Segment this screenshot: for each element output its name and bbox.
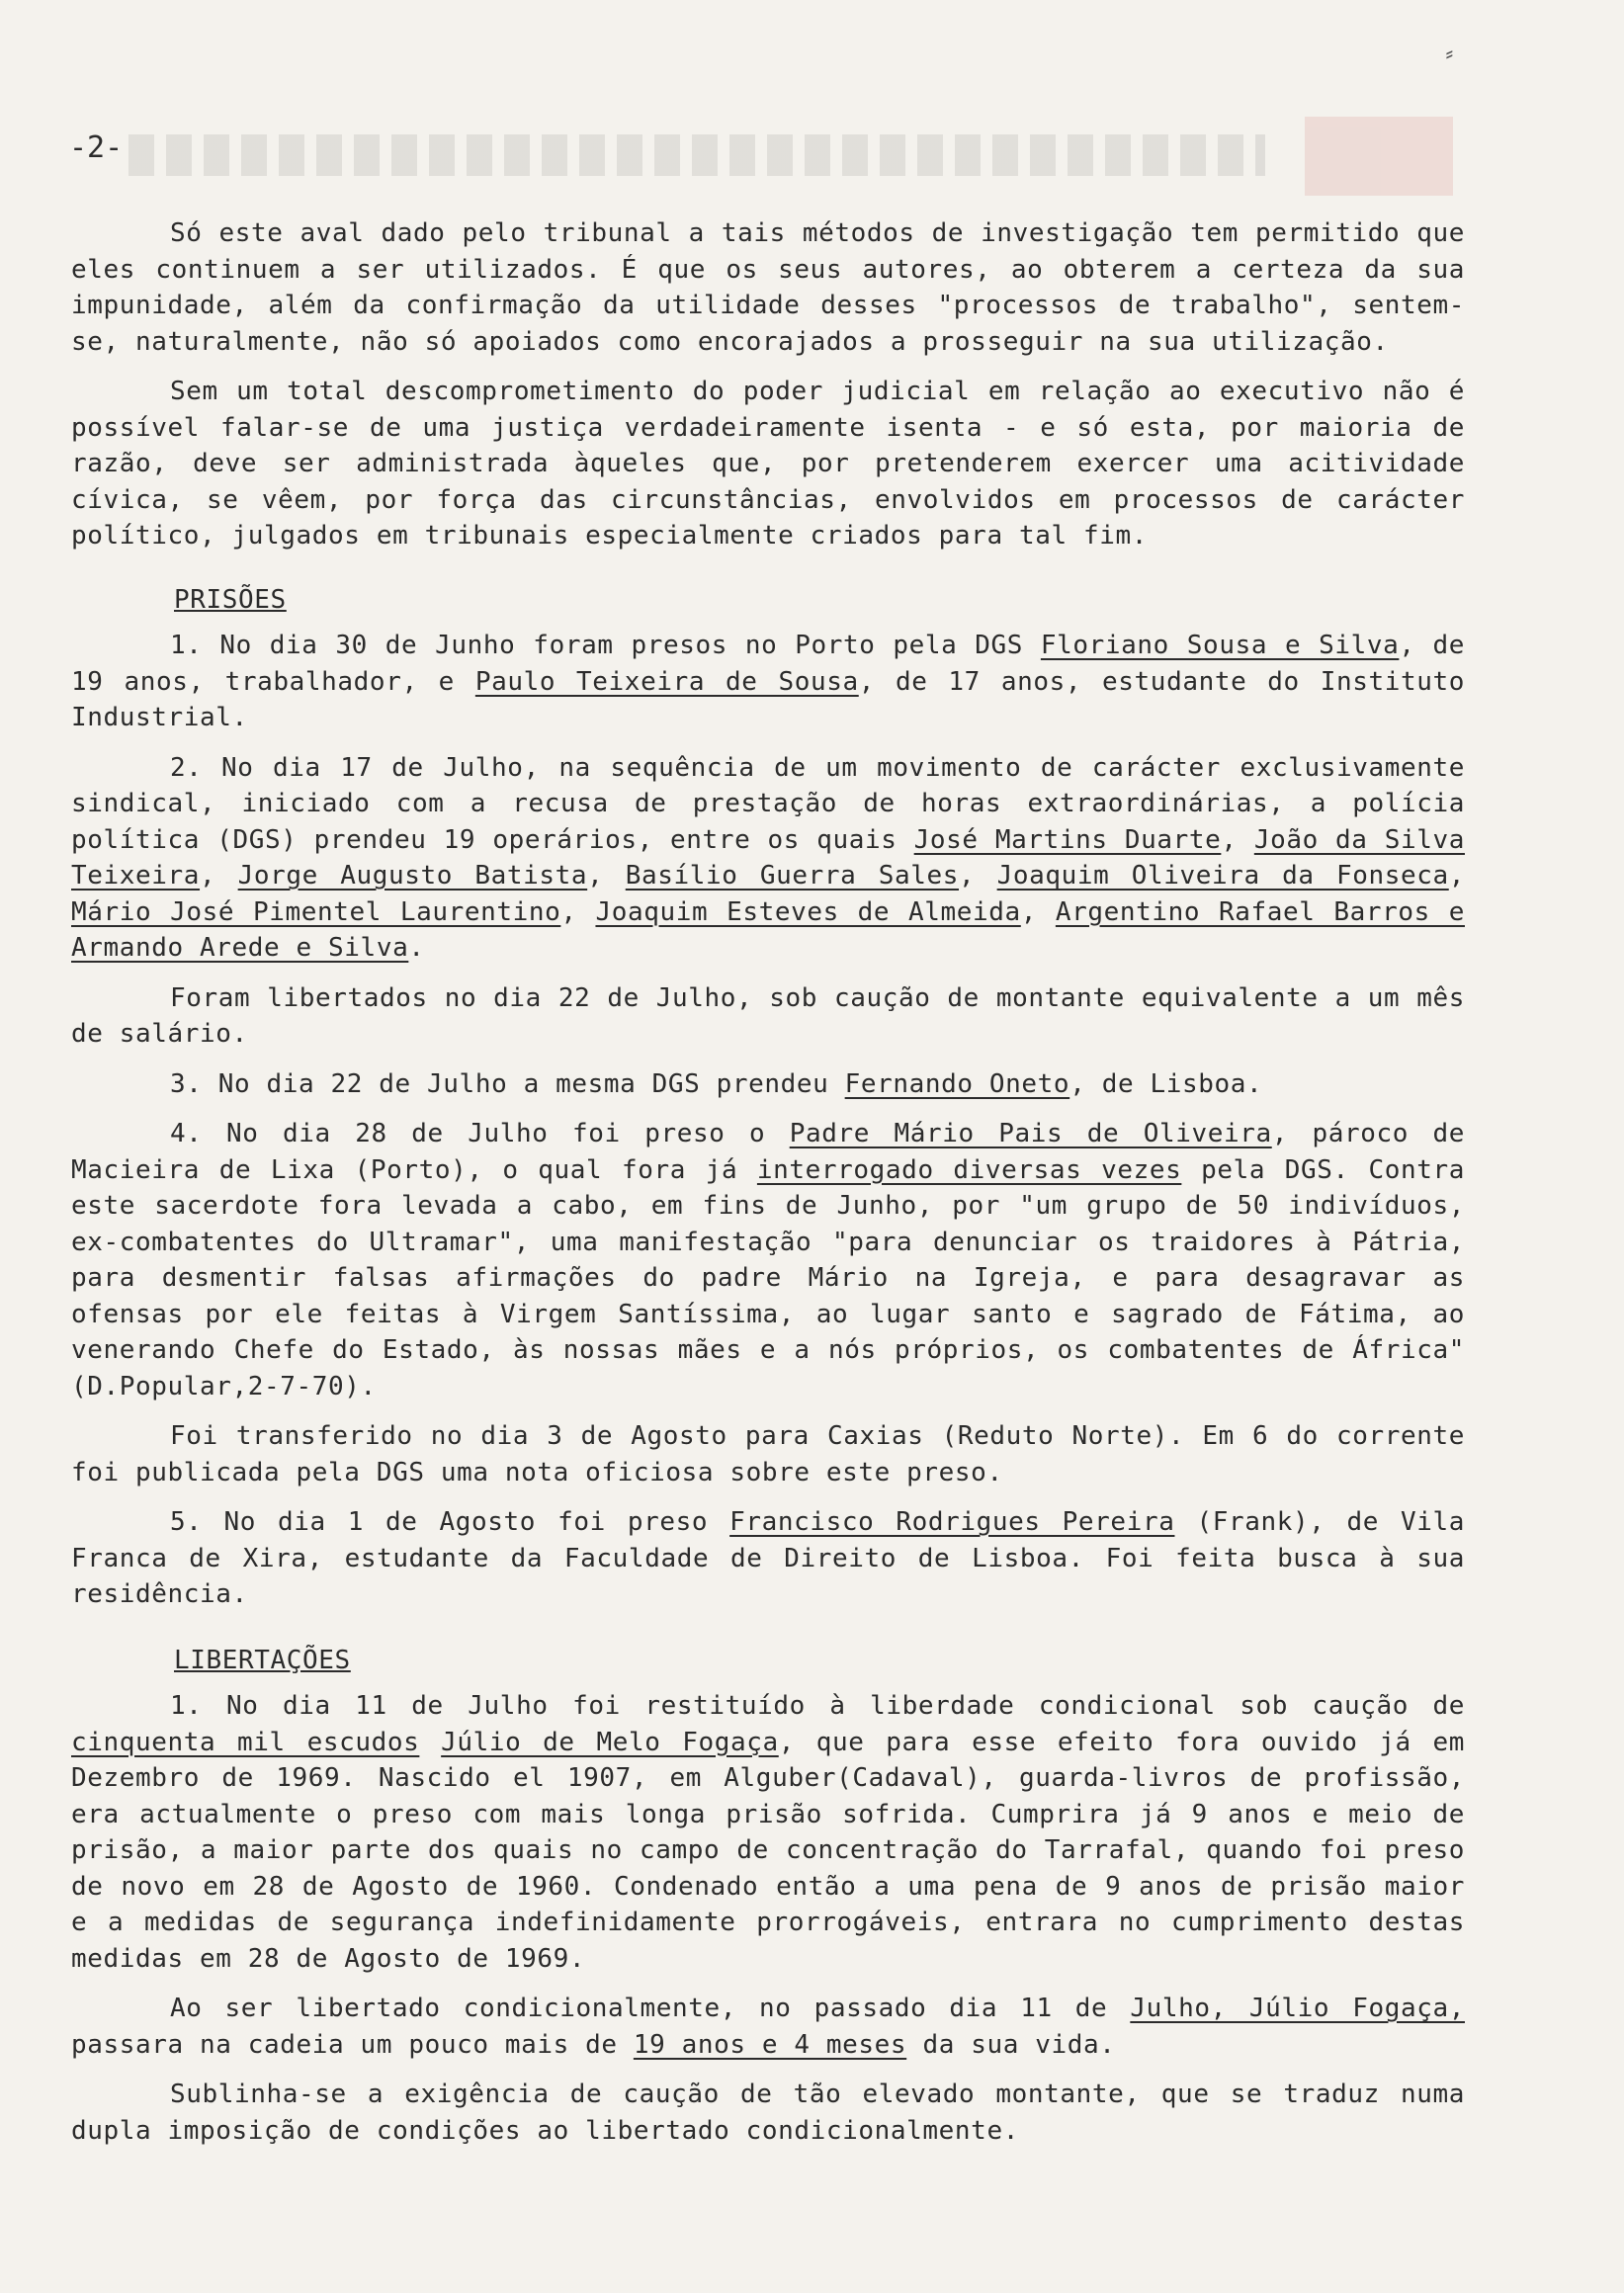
corner-mark: ⸗	[1442, 42, 1456, 66]
paragraph: Ao ser libertado condicionalmente, no passado dia 11 de Julho, Júlio Fogaça, passara na cadeia um pouco mais de 19 anos e 4 meses da sua vida.	[71, 1994, 1465, 2060]
person-name: Fernando Oneto	[844, 1068, 1070, 1099]
paragraph: Sublinha-se a exigência de caução de tão elevado montante, que se traduz numa dupla imposição de condições ao libertado condicionalmente.	[71, 2080, 1465, 2146]
list-item: 2. No dia 17 de Julho, na sequência de um movimento de carácter exclusivamente sindical, iniciado com a recusa de prestação de horas extraordinárias, a polícia política (DGS) prendeu 19 operários, entre os quais José Martins Duarte, João da Silva Teixeira, Jorge Augusto Batista, Basílio Guerra Sales, Joaquim Oliveira da Fonseca, Mário José Pimentel Laurentino, Joaquim Esteves de Almeida, Argentino Rafael Barros e Armando Arede e Silva.	[71, 752, 1466, 963]
underlined-phrase: interrogado diversas vezes	[756, 1154, 1182, 1185]
page-number: -2-	[69, 130, 124, 165]
bleed-through-logo	[1305, 117, 1453, 196]
list-item: 5. No dia 1 de Agosto foi preso Francisco Rodrigues Pereira (Frank), de Vila Franca de Xira, estudante da Faculdade de Direito de Lisboa. Foi feita busca à sua residência.	[71, 1507, 1466, 1609]
paragraph: Só este aval dado pelo tribunal a tais métodos de investigação tem permitido que eles continuem a ser utilizados. É que os seus autores, ao obterem a certeza da sua impunidade, além da confirmação da utilidade desses "processos de trabalho", sentem-se, naturalmente, não só apoiados como encorajados a prosseguir na sua utilização.	[71, 218, 1465, 357]
person-name: Padre Mário Pais de Oliveira	[789, 1119, 1272, 1148]
list-item: 4. No dia 28 de Julho foi preso o Padre Mário Pais de Oliveira, pároco de Macieira de Lixa (Porto), o qual fora já interrogado diversas vezes pela DGS. Contra este sacerdote fora levada a cabo, em fins de Junho, por "um grupo de 50 indivíduos, ex-combatentes do Ultramar", uma manifestação "para denunciar os traidores à Pátria, para desmentir falsas afirmações do padre Mário na Igreja, e para desagravar as ofensas por ele feitas à Virgem Santíssima, ao lugar santo e sagrado de Fátima, ao venerando Chefe do Estado, às nossas mães e a nós próprios, os combatentes de África"(D.Popular,2-7-70).	[71, 1119, 1465, 1401]
list-item: 3. No dia 22 de Julho a mesma DGS prendeu Fernando Oneto, de Lisboa.	[170, 1068, 1263, 1099]
person-name: Argentino Rafael Barros e Armando Arede e Silva	[71, 896, 1465, 963]
underlined-phrase: 19 anos e 4 meses	[633, 2029, 907, 2060]
person-name: Joaquim Oliveira da Fonseca	[996, 861, 1449, 891]
paragraph: Sem um total descomprometimento do poder judicial em relação ao executivo não é possível falar-se de uma justiça verdadeiramente isenta - e só esta, por maioria de razão, deve ser administrada àqueles que, por pretenderem exercer uma acitividade cívica, se vêem, por força das circunstâncias, envolvidos em processos de carácter político, julgados em tribunais especialmente criados para tal fim.	[71, 377, 1465, 551]
bleed-through-letterhead	[128, 117, 1453, 215]
person-name: Paulo Teixeira de Sousa	[474, 666, 859, 697]
document-body	[71, 215, 1465, 2163]
underlined-phrase: Julho, Júlio Fogaça,	[1130, 1994, 1465, 2023]
person-name: Júlio de Melo Fogaça	[441, 1727, 779, 1757]
underlined-phrase: cinquenta mil escudos	[71, 1727, 420, 1757]
person-name: Basílio Guerra Sales	[625, 861, 960, 891]
person-name: Floriano Sousa e Silva	[1040, 631, 1400, 660]
list-item: 1. No dia 30 de Junho foram presos no Porto pela DGS Floriano Sousa e Silva, de 19 anos, trabalhador, e Paulo Teixeira de Sousa, de 17 anos, estudante do Instituto Industrial.	[71, 631, 1466, 732]
person-name: Jorge Augusto Batista	[237, 861, 588, 891]
list-item: 1. No dia 11 de Julho foi restituído à liberdade condicional sob caução de cinquenta mil escudos Júlio de Melo Fogaça, que para esse efeito fora ouvido já em Dezembro de 1969. Nascido el 1907, em Alguber(Cadaval), guarda-livros de profissão, era actualmente o preso com mais longa prisão sofrida. Cumprira já 9 anos e meio de prisão, a maior parte dos quais no campo de concentração do Tarrafal, quando foi preso de novo em 28 de Agosto de 1960. Condenado então a uma pena de 9 anos de prisão maior e a medidas de segurança indefinidamente prorrogáveis, entrara no cumprimento destas medidas em 28 de Agosto de 1969.	[71, 1691, 1465, 1974]
bleed-through-text	[128, 134, 1265, 176]
paragraph: Foi transferido no dia 3 de Agosto para Caxias (Reduto Norte). Em 6 do corrente foi publicada pela DGS uma nota oficiosa sobre este preso.	[71, 1421, 1465, 1487]
section-heading-prisoes: PRISÕES	[174, 584, 287, 615]
person-name: Mário José Pimentel Laurentino	[71, 896, 561, 927]
person-name: José Martins Duarte	[913, 824, 1222, 855]
paragraph: Foram libertados no dia 22 de Julho, sob caução de montante equivalente a um mês de salário.	[71, 982, 1465, 1049]
person-name: Joaquim Esteves de Almeida	[595, 896, 1021, 927]
person-name: Francisco Rodrigues Pereira	[729, 1507, 1175, 1537]
section-heading-libertacoes: LIBERTAÇÕES	[174, 1645, 351, 1675]
person-name: João da Silva Teixeira	[71, 824, 1465, 891]
